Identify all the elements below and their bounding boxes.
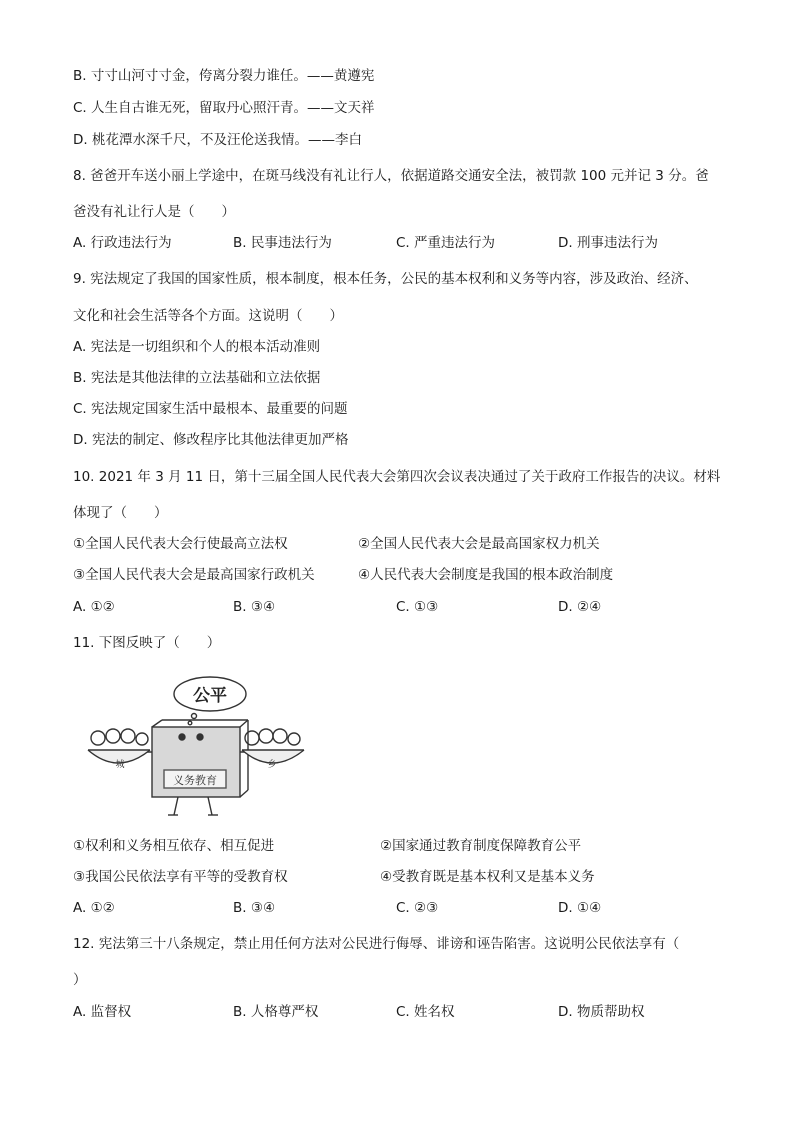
q10-statement-1: ①全国人民代表大会行使最高立法权	[73, 536, 288, 552]
q11-statement-1: ①权利和义务相互依存、相互促进	[73, 838, 275, 854]
q11-option-d: D. ①④	[558, 900, 602, 916]
q12-option-b: B. 人格尊严权	[233, 1004, 319, 1020]
q9-stem-line2: 文化和社会生活等各个方面。这说明（ ）	[73, 308, 343, 324]
q10-statement-2: ②全国人民代表大会是最高国家权力机关	[358, 536, 600, 552]
q8-option-d: D. 刑事违法行为	[558, 235, 658, 251]
q11-option-a: A. ①②	[73, 900, 115, 916]
q10-option-a: A. ①②	[73, 599, 115, 615]
q10-option-b: B. ③④	[233, 599, 276, 615]
q12-option-d: D. 物质帮助权	[558, 1004, 645, 1020]
q7-option-b: B. 寸寸山河寸寸金，侉离分裂力谁任。——黄遵宪	[73, 68, 375, 84]
q10-stem-line2: 体现了（ ）	[73, 505, 168, 521]
left-pan-label: 城	[115, 760, 125, 770]
q11-statement-4: ④受教育既是基本权利又是基本义务	[380, 869, 595, 885]
q9-stem-line1: 9. 宪法规定了我国的国家性质，根本制度，根本任务，公民的基本权利和义务等内容，涉及政治、经济、	[73, 271, 698, 287]
box-label-text: 义务教育	[173, 774, 217, 787]
q9-option-d: D. 宪法的制定、修改程序比其他法律更加严格	[73, 432, 349, 448]
q10-stem-line1: 10. 2021 年 3 月 11 日，第十三届全国人民代表大会第四次会议表决通过了关于政府工作报告的决议。材料	[73, 469, 721, 485]
q10-statement-4: ④人民代表大会制度是我国的根本政治制度	[358, 567, 614, 583]
q8-option-c: C. 严重违法行为	[396, 235, 496, 251]
right-pan-label: 乡	[267, 760, 277, 770]
q11-cartoon-figure	[80, 672, 310, 822]
q11-option-b: B. ③④	[233, 900, 276, 916]
q7-option-c: C. 人生自古谁无死，留取丹心照汗青。——文天祥	[73, 100, 375, 116]
q10-statement-3: ③全国人民代表大会是最高国家行政机关	[73, 567, 315, 583]
balance-scale-illustration	[80, 672, 310, 822]
q8-stem-line1: 8. 爸爸开车送小丽上学途中，在斑马线没有礼让行人，依据道路交通安全法，被罚款 100 元并记 3 分。爸	[73, 168, 709, 184]
q11-statement-2: ②国家通过教育制度保障教育公平	[380, 838, 582, 854]
q9-option-a: A. 宪法是一切组织和个人的根本活动准则	[73, 339, 321, 355]
q12-option-a: A. 监督权	[73, 1004, 132, 1020]
q7-option-d: D. 桃花潭水深千尺，不及汪伦送我情。——李白	[73, 132, 362, 148]
q9-option-b: B. 宪法是其他法律的立法基础和立法依据	[73, 370, 321, 386]
q11-option-c: C. ②③	[396, 900, 439, 916]
q10-option-c: C. ①③	[396, 599, 439, 615]
q11-stem-line1: 11. 下图反映了（ ）	[73, 635, 221, 651]
q10-option-d: D. ②④	[558, 599, 602, 615]
bubble-text: 公平	[193, 686, 227, 706]
q8-option-b: B. 民事违法行为	[233, 235, 332, 251]
q8-option-a: A. 行政违法行为	[73, 235, 172, 251]
q12-stem-line2: ）	[73, 972, 87, 988]
q8-stem-line2: 爸没有礼让行人是（ ）	[73, 204, 235, 220]
q9-option-c: C. 宪法规定国家生活中最根本、最重要的问题	[73, 401, 348, 417]
q12-stem-line1: 12. 宪法第三十八条规定，禁止用任何方法对公民进行侮辱、诽谤和诬告陷害。这说明公民依法享有（	[73, 936, 680, 952]
q12-option-c: C. 姓名权	[396, 1004, 455, 1020]
q11-statement-3: ③我国公民依法享有平等的受教育权	[73, 869, 288, 885]
